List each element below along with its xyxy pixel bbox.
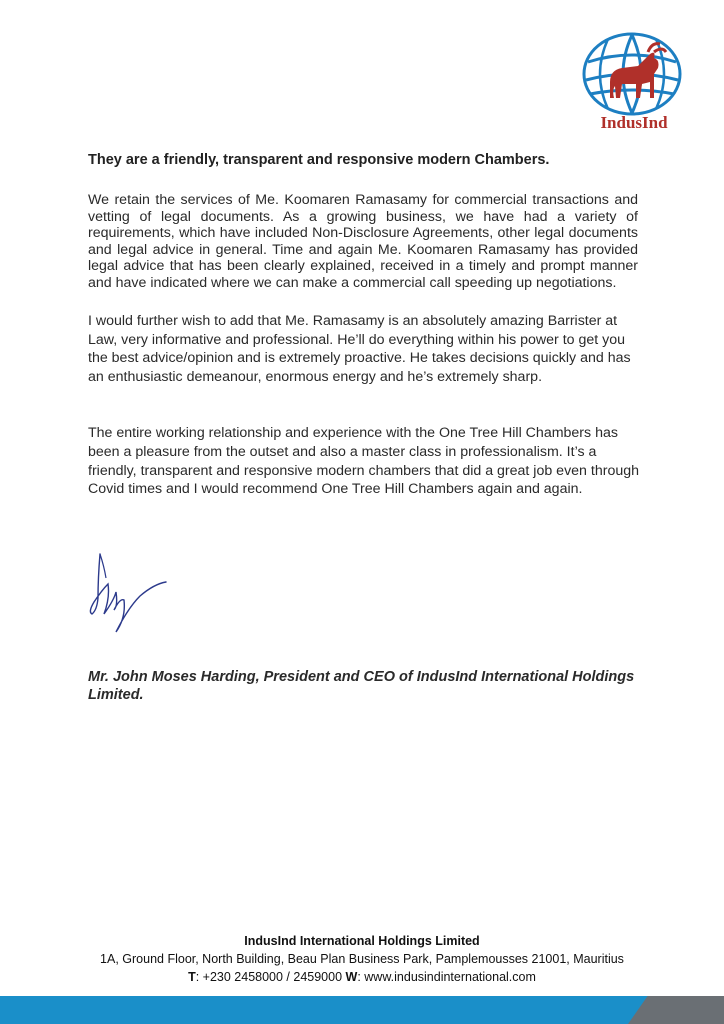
signer-name: Mr. John Moses Harding, President and CEO of IndusInd International Holdings Limited.: [88, 669, 635, 703]
letter-heading: They are a friendly, transparent and responsive modern Chambers.: [88, 152, 550, 168]
body-paragraph-2: I would further wish to add that Me. Ramasamy is an absolutely amazing Barrister at Law, very informative and professional. He’ll do everything within his power to get you the best advice/opinion and is extremely proactive. He takes decisions quickly and has an enthusiastic demeanour, enormous energy and he’s extremely sharp.: [88, 313, 631, 385]
footer-bar: [0, 996, 724, 1024]
handwritten-signature: [84, 548, 176, 634]
phone-label: T: [188, 970, 196, 984]
footer-company: IndusInd International Holdings Limited: [244, 934, 480, 948]
body-paragraph-1: We retain the services of Me. Koomaren Ramasamy for commercial transactions and vetting of legal documents. As a growing business, we have had a variety of requirements, which have included Non-Disclosure Agreements, other legal documents and legal advice in general. Time and again Me. Koomaren Ramasamy has provided legal advice that has been clearly explained, received in a timely and prompt manner and have indicated where we can make a commercial call speeding up negotiations.: [88, 192, 638, 291]
logo-wordmark: IndusInd: [600, 113, 668, 132]
phone-number: : +230 2458000 / 2459000: [195, 970, 346, 984]
body-paragraph-3: The entire working relationship and experience with the One Tree Hill Chambers has been a pleasure from the outset and also a master class in professionalism. It’s a friendly, transparent and responsive modern chambers that did a great job even through Covid times and I would recommend One Tree Hill Chambers again and again.: [88, 425, 640, 498]
footer-address: 1A, Ground Floor, North Building, Beau Plan Business Park, Pamplemousses 21001, Mauritius: [100, 952, 624, 966]
footer-bar-blue: [0, 996, 724, 1024]
website[interactable]: : www.indusindinternational.com: [357, 970, 536, 984]
footer: [0, 932, 724, 986]
footer-contact: [0, 968, 724, 986]
web-label: W: [345, 970, 358, 984]
